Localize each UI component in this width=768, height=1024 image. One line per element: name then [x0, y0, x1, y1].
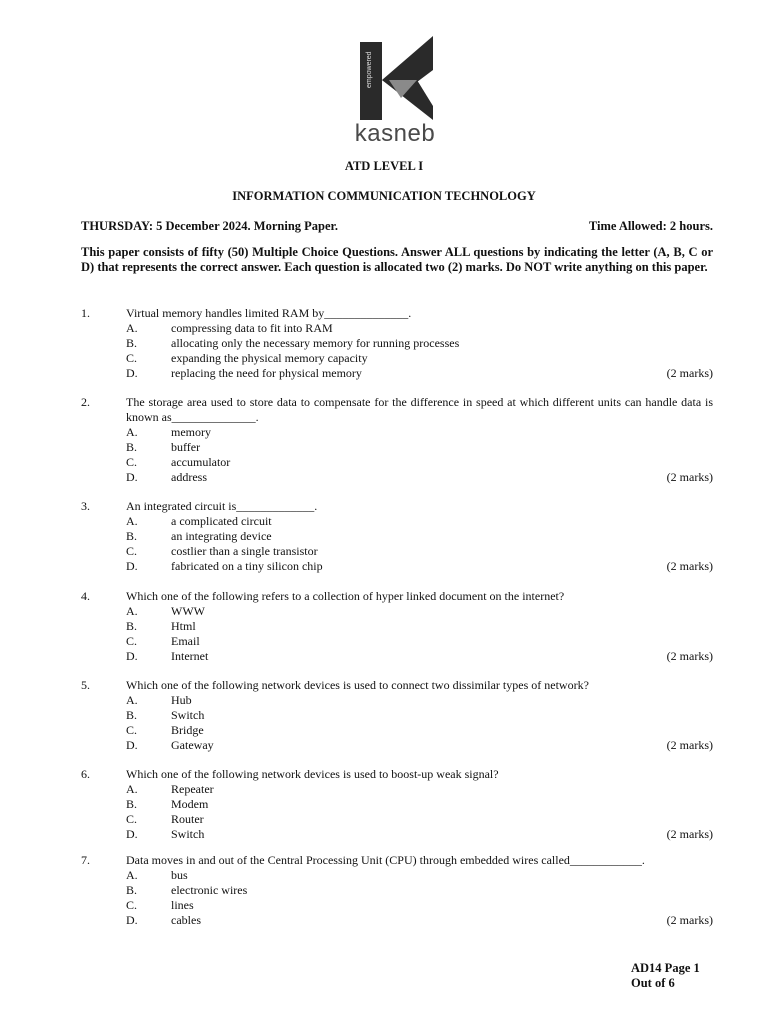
question-text: Which one of the following refers to a collection of hyper linked document on the internet? [126, 589, 565, 603]
option-c [81, 723, 713, 738]
option-letter: B. [126, 336, 138, 350]
marks-label: (2 marks) [666, 827, 713, 841]
brand-wordmark: kasneb [354, 120, 436, 147]
option-d [81, 827, 713, 842]
question-number: 6. [81, 767, 90, 781]
option-letter: A. [126, 693, 138, 707]
option-letter: A. [126, 868, 138, 882]
brand-tagline: empowered [366, 51, 373, 88]
option-d [81, 366, 713, 381]
option-b [81, 797, 713, 812]
option-text: WWW [171, 604, 205, 618]
option-letter: A. [126, 321, 138, 335]
question-number: 5. [81, 678, 90, 692]
option-letter: D. [126, 470, 138, 484]
option-letter: D. [126, 913, 138, 927]
option-letter: D. [126, 559, 138, 573]
option-letter: C. [126, 812, 138, 826]
option-b [81, 440, 713, 455]
question-2 [81, 395, 713, 485]
time-allowed: Time Allowed: 2 hours. [588, 219, 713, 233]
option-d [81, 470, 713, 485]
option-c [81, 455, 713, 470]
option-text: bus [171, 868, 188, 882]
option-letter: D. [126, 827, 138, 841]
option-text: Html [171, 619, 196, 633]
option-letter: D. [126, 366, 138, 380]
question-text: Data moves in and out of the Central Processing Unit (CPU) through embedded wires called____________. [126, 853, 645, 867]
option-text: address [171, 470, 207, 484]
option-text: Modem [171, 797, 209, 811]
question-5 [81, 678, 713, 753]
option-c [81, 544, 713, 559]
question-number: 7. [81, 853, 90, 867]
option-b [81, 336, 713, 351]
option-text: costlier than a single transistor [171, 544, 318, 558]
option-letter: C. [126, 455, 138, 469]
option-letter: B. [126, 883, 138, 897]
option-d [81, 913, 713, 928]
option-letter: A. [126, 604, 138, 618]
exam-subject: INFORMATION COMMUNICATION TECHNOLOGY [232, 189, 536, 203]
option-text: Router [171, 812, 204, 826]
option-text: Repeater [171, 782, 214, 796]
option-text: Switch [171, 827, 205, 841]
question-text: Which one of the following network devices is used to connect two dissimilar types of network? [126, 678, 589, 692]
question-number: 3. [81, 499, 90, 513]
marks-label: (2 marks) [666, 559, 713, 573]
question-6 [81, 767, 713, 842]
option-text: a complicated circuit [171, 514, 272, 528]
exam-level: ATD LEVEL I [344, 159, 424, 173]
option-letter: A. [126, 425, 138, 439]
option-letter: B. [126, 440, 138, 454]
page-number: AD14 Page 1 [631, 961, 700, 975]
option-letter: D. [126, 738, 138, 752]
option-letter: B. [126, 529, 138, 543]
option-c [81, 898, 713, 913]
exam-info-row [81, 219, 713, 234]
option-text: electronic wires [171, 883, 248, 897]
option-a [81, 321, 713, 336]
option-b [81, 708, 713, 723]
marks-label: (2 marks) [666, 738, 713, 752]
option-letter: A. [126, 782, 138, 796]
exam-date: THURSDAY: 5 December 2024. Morning Paper. [81, 219, 339, 233]
option-text: Hub [171, 693, 192, 707]
page-footer [631, 961, 700, 991]
option-a [81, 514, 713, 529]
option-text: expanding the physical memory capacity [171, 351, 368, 365]
option-text: Bridge [171, 723, 204, 737]
question-text: Virtual memory handles limited RAM by______________. [126, 306, 412, 320]
option-text: compressing data to fit into RAM [171, 321, 333, 335]
marks-label: (2 marks) [666, 366, 713, 380]
option-b [81, 883, 713, 898]
page-total: Out of 6 [631, 976, 675, 990]
option-text: replacing the need for physical memory [171, 366, 362, 380]
option-b [81, 529, 713, 544]
option-a [81, 425, 713, 440]
option-text: accumulator [171, 455, 231, 469]
question-text: An integrated circuit is_____________. [126, 499, 318, 513]
instructions: This paper consists of fifty (50) Multiple Choice Questions. Answer ALL questions by indicating the letter (A, B, C or D) that represents the correct answer. Each question is allocated two (2) marks. Do NOT write anything on this paper. [81, 245, 713, 274]
option-d [81, 559, 713, 574]
option-text: an integrating device [171, 529, 272, 543]
question-number: 4. [81, 589, 90, 603]
option-letter: C. [126, 544, 138, 558]
option-b [81, 619, 713, 634]
option-a [81, 693, 713, 708]
question-text: The storage area used to store data to compensate for the difference in speed at which different units can handle data is known as______________. [126, 395, 713, 424]
option-letter: C. [126, 351, 138, 365]
question-1 [81, 306, 713, 381]
option-d [81, 738, 713, 753]
option-text: Gateway [171, 738, 214, 752]
option-text: memory [171, 425, 211, 439]
option-text: Email [171, 634, 200, 648]
option-letter: B. [126, 708, 138, 722]
option-letter: D. [126, 649, 138, 663]
option-c [81, 351, 713, 366]
option-d [81, 649, 713, 664]
option-c [81, 634, 713, 649]
option-text: cables [171, 913, 201, 927]
question-number: 2. [81, 395, 90, 409]
option-letter: C. [126, 634, 138, 648]
marks-label: (2 marks) [666, 649, 713, 663]
option-letter: A. [126, 514, 138, 528]
question-3 [81, 499, 713, 574]
option-c [81, 812, 713, 827]
option-letter: B. [126, 797, 138, 811]
option-text: fabricated on a tiny silicon chip [171, 559, 323, 573]
option-a [81, 604, 713, 619]
marks-label: (2 marks) [666, 470, 713, 484]
option-text: lines [171, 898, 194, 912]
option-a [81, 782, 713, 797]
option-text: buffer [171, 440, 201, 454]
question-number: 1. [81, 306, 90, 320]
option-a [81, 868, 713, 883]
question-text: Which one of the following network devices is used to boost-up weak signal? [126, 767, 499, 781]
question-7 [81, 853, 713, 928]
option-text: allocating only the necessary memory for running processes [171, 336, 460, 350]
option-letter: B. [126, 619, 138, 633]
question-4 [81, 589, 713, 664]
option-text: Switch [171, 708, 205, 722]
marks-label: (2 marks) [666, 913, 713, 927]
option-letter: C. [126, 898, 138, 912]
option-letter: C. [126, 723, 138, 737]
option-text: Internet [171, 649, 209, 663]
